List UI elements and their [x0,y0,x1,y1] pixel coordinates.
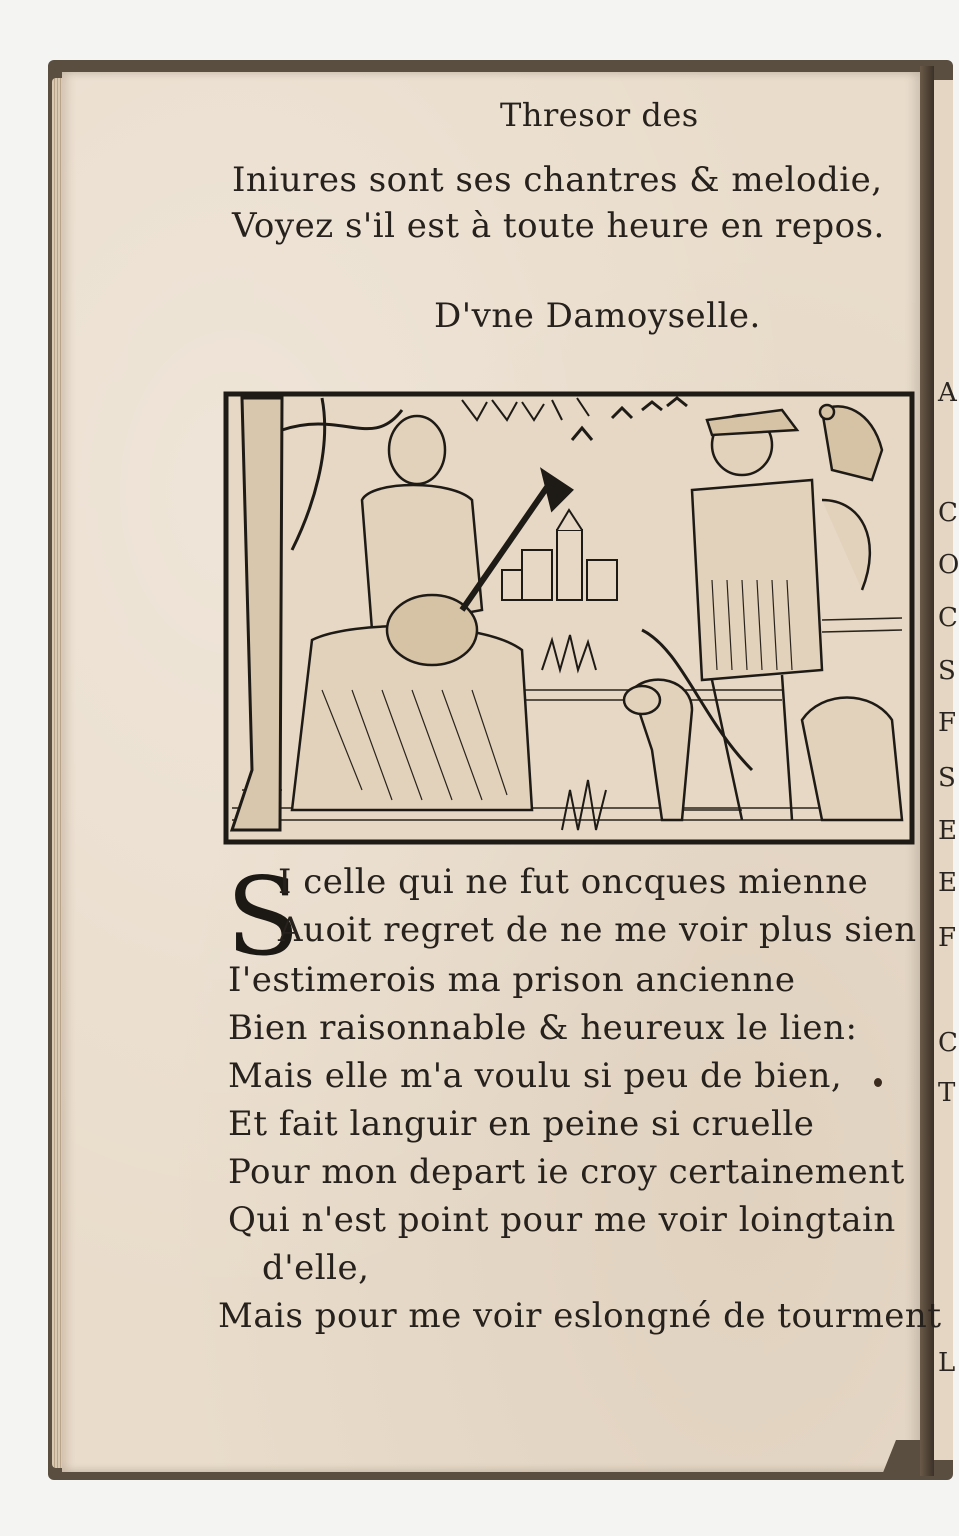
facing-letter: E [938,816,957,846]
verse-line: Voyez s'il est à toute heure en repos. [232,206,885,246]
facing-letter: A [938,378,957,408]
facing-page [934,80,959,1460]
facing-letter: C [938,498,958,528]
facing-letter: L [938,1348,956,1378]
woodcut-illustration [222,390,916,846]
poem-line: Pour mon depart ie croy certainement [228,1152,905,1192]
poem-line: Auoit regret de ne me voir plus sien [278,910,917,950]
facing-letter: F [938,708,957,738]
facing-letter: C [938,603,958,633]
drop-cap: S [226,855,300,980]
poem-line: I celle qui ne fut oncques mienne [278,862,869,902]
poem-line: Qui n'est point pour me voir loingtain [228,1200,896,1240]
facing-letter: F [938,923,957,953]
running-head: Thresor des [500,96,699,134]
facing-letter: S [938,763,956,793]
poem-line: Mais pour me voir eslongné de tourment [218,1296,942,1336]
facing-letter: O [938,550,959,580]
poem-line: d'elle, [262,1248,370,1288]
facing-letter: S [938,656,956,686]
poem-line: Mais elle m'a voulu si peu de bien, [228,1056,843,1096]
poem-line: Et fait languir en peine si cruelle [228,1104,815,1144]
facing-letter: T [938,1078,956,1108]
poem-title: D'vne Damoyselle. [434,296,761,336]
poem-line: Bien raisonnable & heureux le lien: [228,1008,858,1048]
verse-line: Iniures sont ses chantres & melodie, [232,160,883,200]
poem-line: I'estimerois ma prison ancienne [228,960,796,1000]
facing-letter: C [938,1028,958,1058]
ink-spot [874,1078,882,1087]
facing-letter: E [938,868,957,898]
book-gutter [920,66,934,1476]
